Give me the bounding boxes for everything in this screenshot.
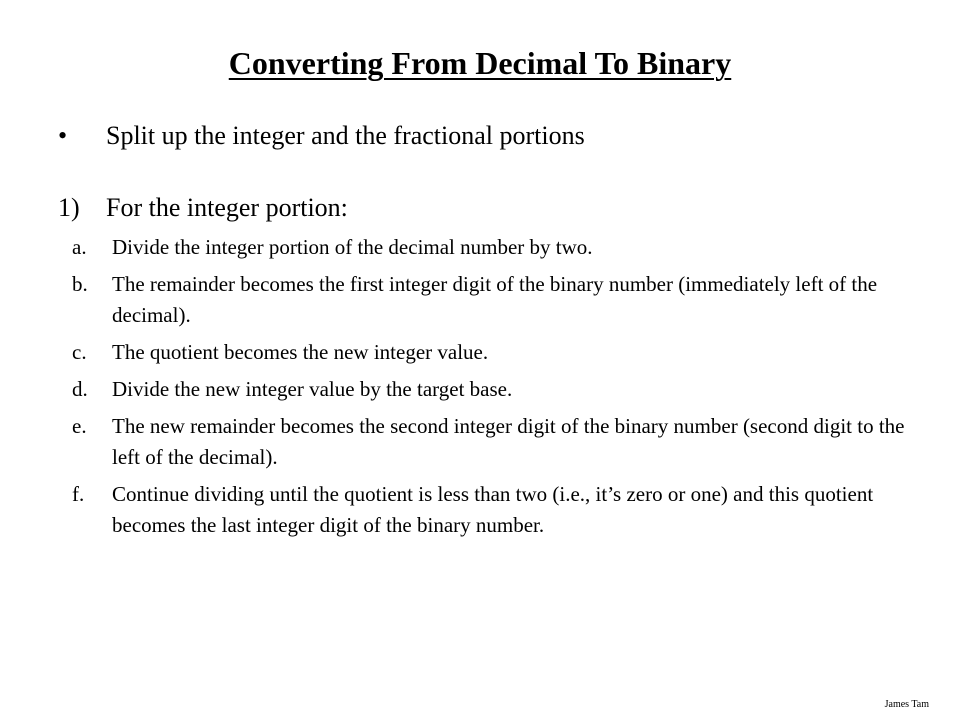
step-text: The new remainder becomes the second integer digit of the binary number (second digit to the left of the decimal). [112,414,905,469]
step-text: Divide the new integer value by the target base. [112,377,513,401]
step-text: The remainder becomes the first integer digit of the binary number (immediately left of the decimal). [112,272,878,327]
step-letter: a. [72,235,87,259]
step-item-d [72,374,922,405]
step-item-a [72,232,922,263]
step-letter: f. [72,482,85,506]
step-item-e [72,411,922,473]
step-item-f [72,479,922,541]
section-heading-text: For the integer portion: [106,193,348,222]
step-text: Continue dividing until the quotient is less than two (i.e., it’s zero or one) and this quotient becomes the last integer digit of the binary number. [112,482,874,537]
bullet-marker: • [58,121,68,150]
step-letter: c. [72,340,87,364]
slide-title [0,44,960,82]
step-text: The quotient becomes the new integer value. [112,340,489,364]
author-credit: James Tam [884,699,929,710]
bullet-text: Split up the integer and the fractional portions [106,121,585,150]
steps-list [72,232,922,547]
step-text: Divide the integer portion of the decimal number by two. [112,235,593,259]
step-item-c [72,337,922,368]
step-letter: b. [72,272,88,296]
section-number: 1) [58,193,80,222]
step-item-b [72,269,922,331]
step-letter: d. [72,377,88,401]
step-letter: e. [72,414,87,438]
slide-title-text: Converting From Decimal To Binary [228,45,732,81]
